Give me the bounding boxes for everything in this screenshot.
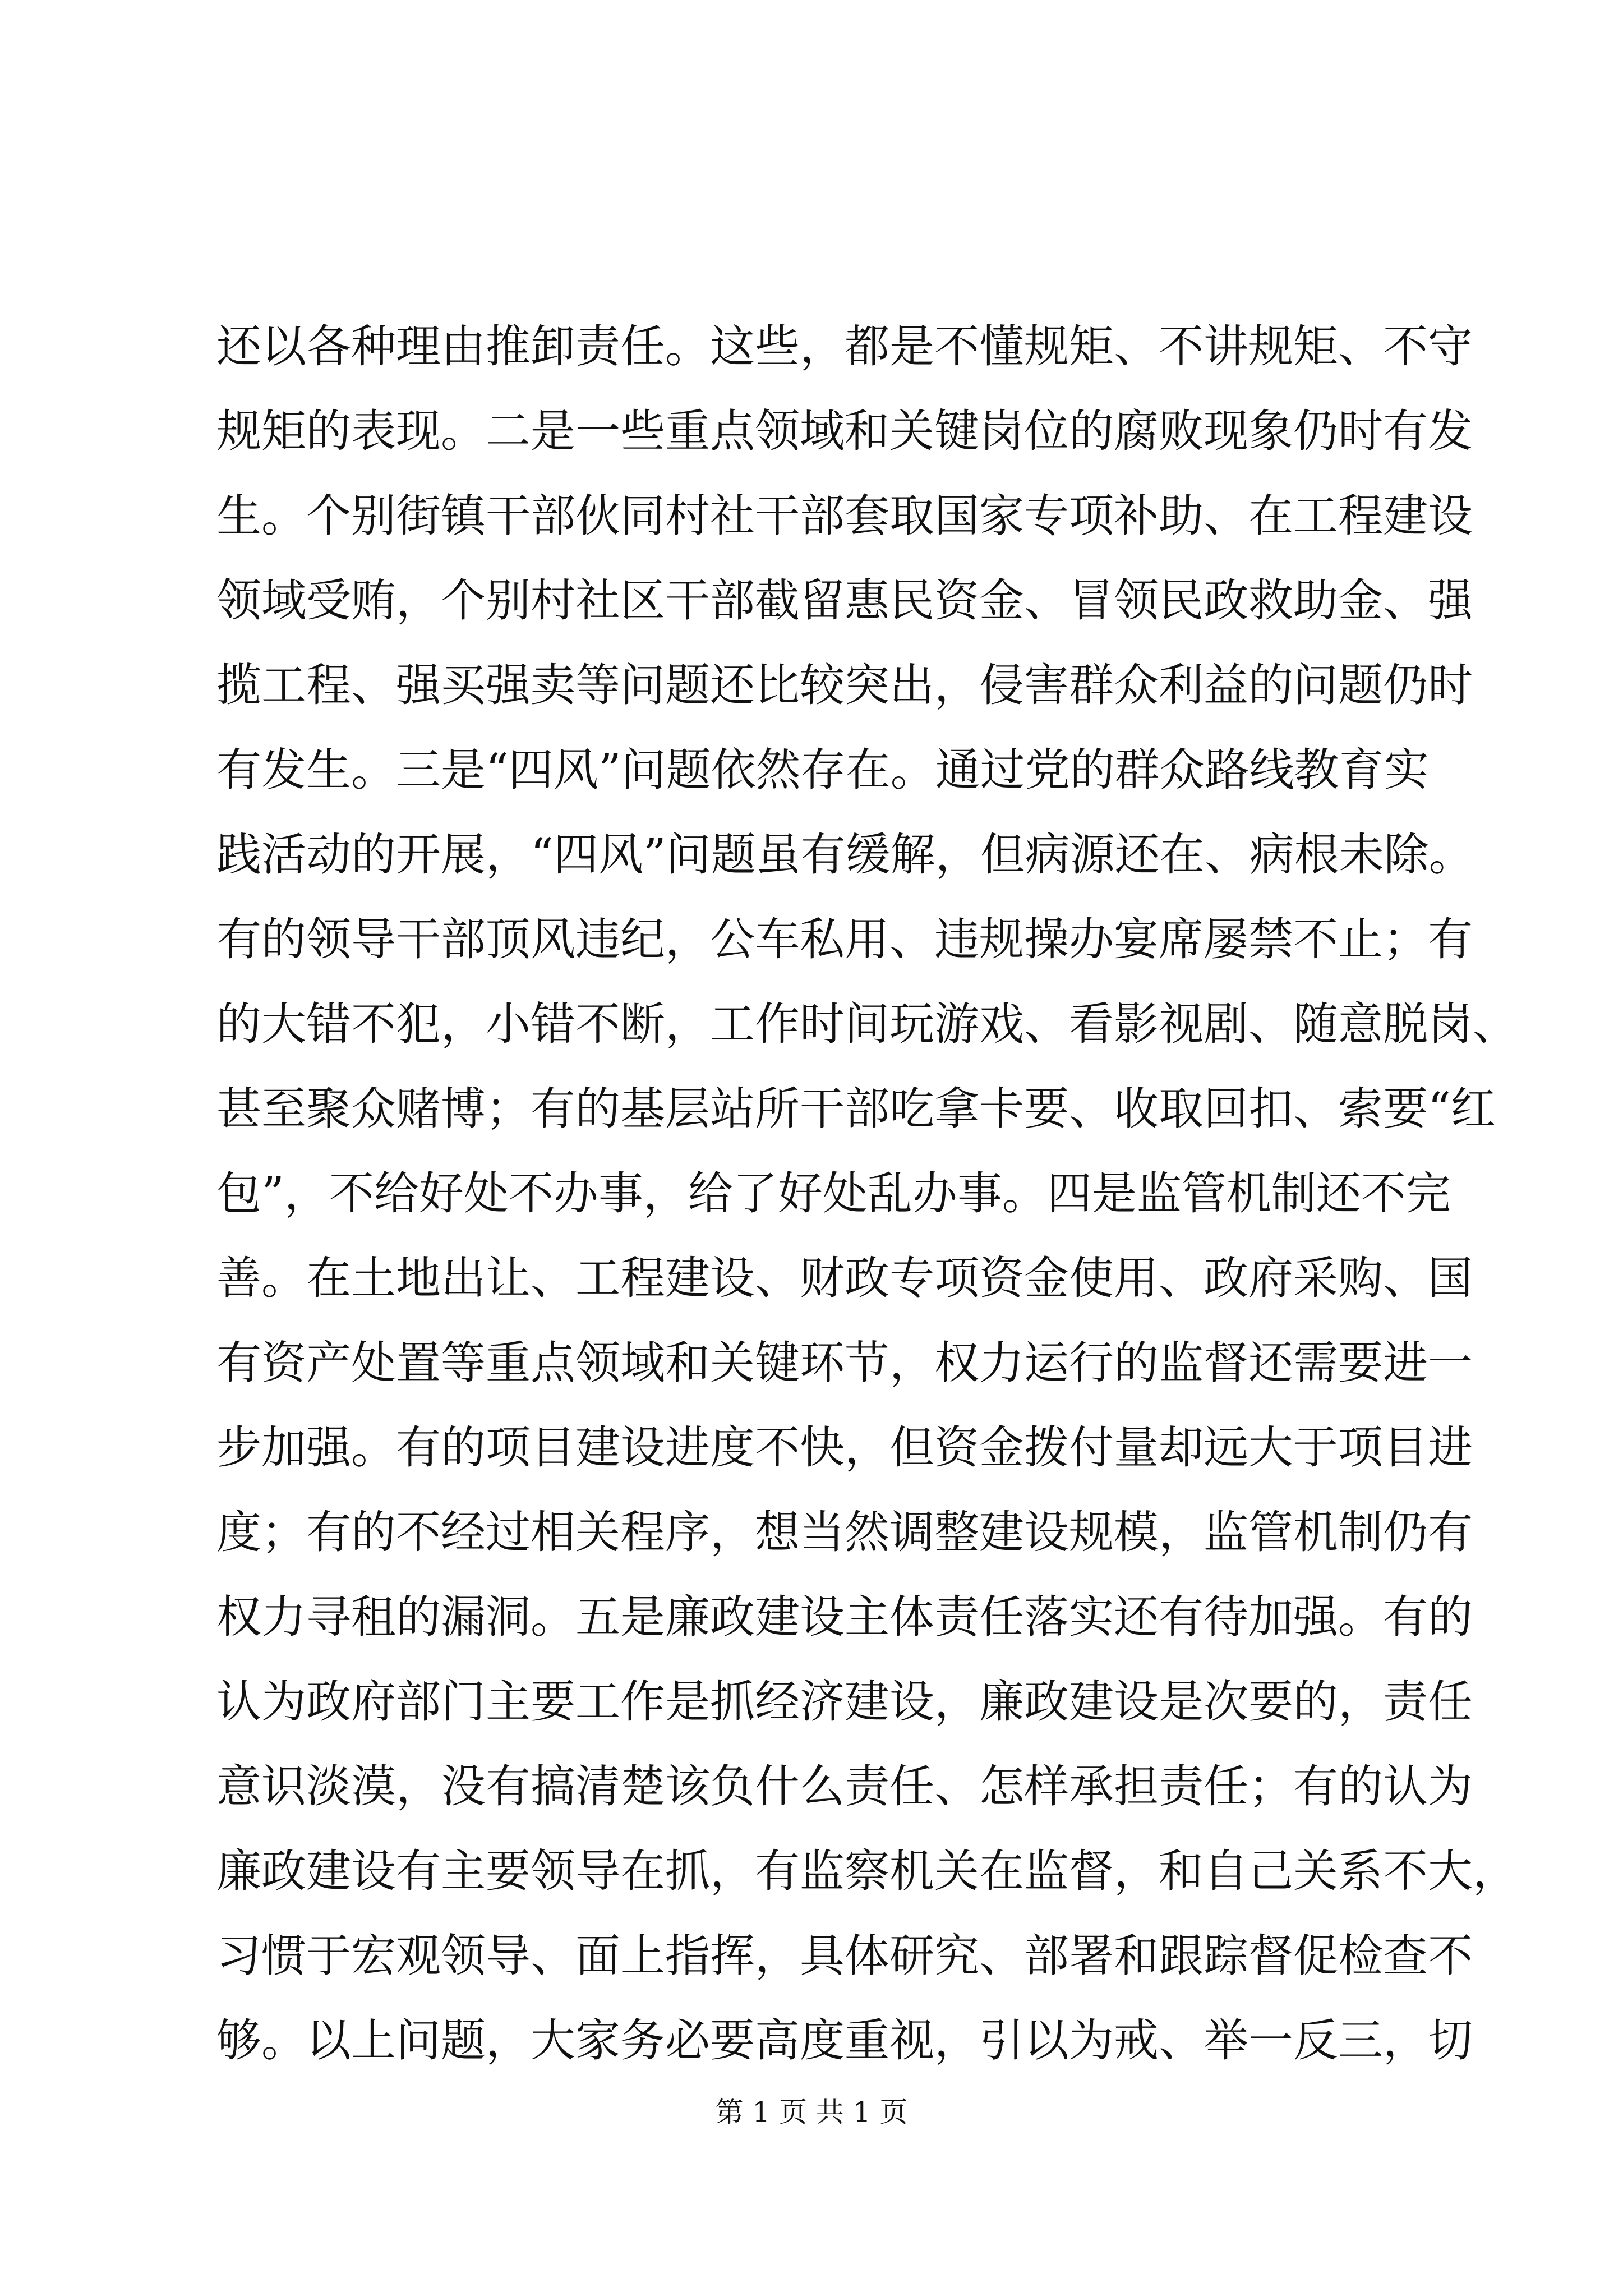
text-line: 权力寻租的漏洞。五是廉政建设主体责任落实还有待加强。有的 <box>216 1591 1473 1643</box>
text-line: 度；有的不经过相关程序，想当然调整建设规模，监管机制仍有 <box>216 1506 1473 1558</box>
text-line: 揽工程、强买强卖等问题还比较突出，侵害群众利益的问题仍时 <box>216 659 1473 711</box>
text-line: 意识淡漠，没有搞清楚该负什么责任、怎样承担责任；有的认为 <box>216 1760 1473 1812</box>
text-line: 包”，不给好处不办事，给了好处乱办事。四是监管机制还不完 <box>216 1167 1451 1220</box>
text-line: 甚至聚众赌博；有的基层站所干部吃拿卡要、收取回扣、索要“红 <box>216 1083 1496 1135</box>
text-line: 善。在土地出让、工程建设、财政专项资金使用、政府采购、国 <box>216 1252 1473 1304</box>
text-line: 的大错不犯，小错不断，工作时间玩游戏、看影视剧、随意脱岗、 <box>216 998 1518 1050</box>
text-line: 步加强。有的项目建设进度不快，但资金拨付量却远大于项目进 <box>216 1421 1473 1474</box>
text-line: 认为政府部门主要工作是抓经济建设，廉政建设是次要的，责任 <box>216 1676 1473 1728</box>
text-line: 践活动的开展，“四风”问题虽有缓解，但病源还在、病根未除。 <box>216 829 1474 881</box>
text-line: 有发生。三是“四风”问题依然存在。通过党的群众路线教育实 <box>216 744 1429 796</box>
text-line: 廉政建设有主要领导在抓，有监察机关在监督，和自己关系不大， <box>216 1845 1518 1897</box>
text-line: 有的领导干部顶风违纪，公车私用、违规操办宴席屡禁不止；有 <box>216 913 1473 965</box>
text-line: 生。个别街镇干部伙同村社干部套取国家专项补助、在工程建设 <box>216 490 1473 542</box>
text-line: 有资产处置等重点领域和关键环节，权力运行的监督还需要进一 <box>216 1337 1473 1389</box>
text-line: 规矩的表现。二是一些重点领域和关键岗位的腐败现象仍时有发 <box>216 405 1473 457</box>
body-paragraph <box>216 304 1518 2083</box>
text-line: 习惯于宏观领导、面上指挥，具体研究、部署和跟踪督促检查不 <box>216 1930 1473 1982</box>
text-line: 还以各种理由推卸责任。这些，都是不懂规矩、不讲规矩、不守 <box>216 320 1473 372</box>
text-line: 够。以上问题，大家务必要高度重视，引以为戒、举一反三，切 <box>216 2014 1473 2067</box>
page-number-footer: 第 1 页 共 1 页 <box>715 2096 908 2128</box>
text-line: 领域受贿，个别村社区干部截留惠民资金、冒领民政救助金、强 <box>216 574 1473 627</box>
